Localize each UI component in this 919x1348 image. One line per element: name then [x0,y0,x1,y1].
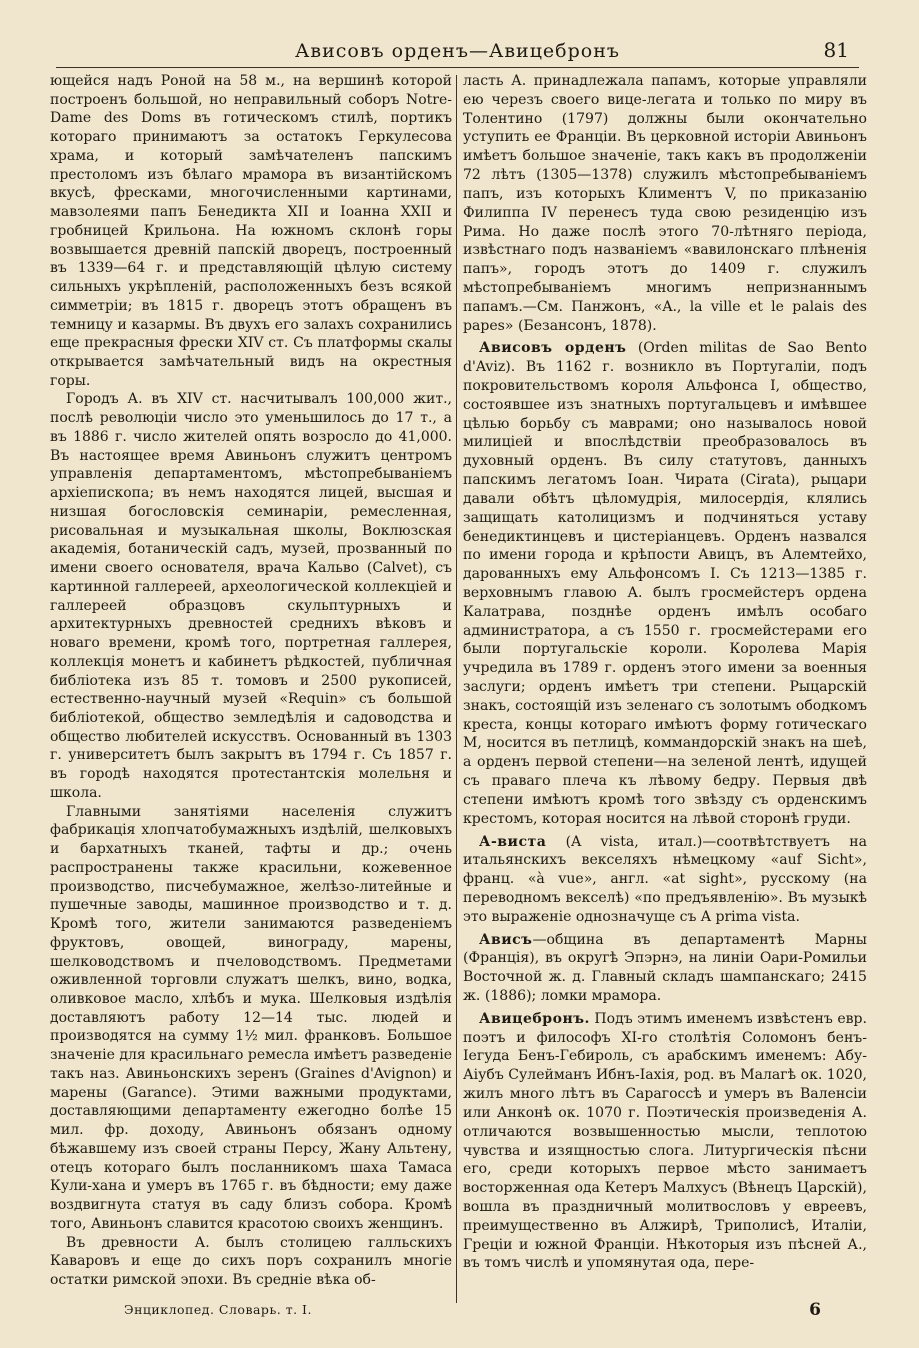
entry-text: (Orden militas de Sao Bento d'Aviz). Въ 1162 г. возникло въ Португаліи, подъ покровительствомъ короля Альфонса I, общество, состоявшее изъ знатныхъ португальцевъ и имѣвшее цѣлью борьбу съ маврами; оно называлось новой милиціей и впослѣдствіи преобразовалось въ духовный орденъ. Въ силу статутовъ, данныхъ папскимъ легатомъ Іоан. Чирата (Cirata), рыцари давали обѣтъ цѣломудрія, милосердія, клялись защищать католицизмъ и подчиняться уставу бенедиктинцевъ и цистеріанцевъ. Орденъ назвался по имени города и крѣпости Авицъ, въ Алемтейхо, дарованныхъ ему Альфонсомъ I. Съ 1213—1385 г. верховнымъ главою А. былъ гросмейстеръ ордена Калатрава, позднѣе орденъ имѣлъ особаго администратора, а съ 1550 г. гросмейстерами его были португальскіе короли. Королева Марія учредила въ 1789 г. орденъ этого имени за военныя заслуги; орденъ имѣетъ три степени. Рыцарскій знакъ, состоящій изъ зеленаго съ золотымъ ободкомъ креста, концы котораго имѣютъ форму готическаго М, носится въ петлицѣ, коммандорскій знакъ на шеѣ, а орденъ первой степени—на зеленой лентѣ, идущей съ праваго плеча къ лѣвому бедру. Первыя двѣ степени имѣютъ кромѣ того звѣзду съ орденскимъ крестомъ, которая носится на лѣвой сторонѣ груди. [463,340,867,827]
left-column [50,72,452,1298]
entry-title: Ависъ [479,931,533,948]
right-column [463,72,867,1298]
entry-text: Подъ этимъ именемъ извѣстенъ евр. поэтъ и философъ XI-го столѣтія Соломонъ бенъ-Іегуда Бенъ-Гебироль, съ арабскимъ именемъ: Абу-Аіубъ Сулейманъ Ибнъ-Іахія, род. въ Малагѣ ок. 1020, жилъ много лѣтъ въ Сарагоссѣ и умеръ въ Валенсіи или Анконѣ ок. 1070 г. Поэтическія произведенія А. отличаются возвышенностью мысли, теплотою чувства и изящностью слога. Литургическія пѣсни его, среди которыхъ первое мѣсто занимаетъ восторженная ода Кетеръ Малхусъ (Вѣнецъ Царскій), вошла въ праздничный молитвословъ у евреевъ, преимущественно въ Алжирѣ, Триполисѣ, Италіи, Греціи и южной Франціи. Нѣкоторыя изъ пѣсней А., въ томъ числѣ и упомянутая ода, пере- [463,1010,867,1272]
paragraph-avignon-continuation: ласть А. принадлежала папамъ, которые управляли ею черезъ своего вице-легата и только по миру въ Толентино (1797) должны были окончательно уступить ее Франціи. Въ церковной исторіи Авиньонъ имѣетъ большое значеніе, такъ какъ въ продолженіи 72 лѣтъ (1305—1378) служилъ мѣстопребываніемъ папъ, изъ которыхъ Климентъ V, по приказанію Филиппа IV перенесъ туда свою резиденцію изъ Рима. Но даже послѣ этого 70-лѣтняго періода, извѣстнаго подъ названіемъ «вавилонскаго плѣненія папъ», городъ этотъ до 1409 г. служилъ мѣстопребываніемъ многимъ непризнаннымъ папамъ.—См. Панжонъ, «A., la ville et le palais des papes» (Безансонъ, 1878). [463,73,867,334]
entry-title: Авицебронъ. [479,1010,590,1027]
paragraph-avignon-history: Въ древности А. былъ столицею галльскихъ Каваровъ и еще до сихъ поръ сохранилъ многіе остатки римской эпохи. Въ средніе вѣка об- [50,1234,452,1288]
header-rule [56,67,859,68]
entry-text: (A vista, итал.)—соотвѣтствуетъ на итальянскихъ векселяхъ нѣмецкому «auf Sicht», франц. «à vue», англ. «at sight», русскому (на переводномъ векселѣ) «по предъявленію». Въ музыкѣ это выраженіе однозначуще съ A prima vista. [463,833,867,925]
sheet-number: 6 [809,1300,821,1320]
footer-signature: Энциклопед. Словарь. т. I. [124,1302,312,1317]
paragraph-avignon-city: Городъ А. въ XIV ст. насчитывалъ 100,000 жит., послѣ революціи число это уменьшилось до 17 т., а въ 1886 г. число жителей опять возросло до 41,000. Въ настоящее время Авиньонъ служитъ центромъ управленія департаментомъ, мѣстопребываніемъ архіепископа; въ немъ находятся лицей, высшая и низшая богословскія семинаріи, ремесленная, рисовальная и музыкальная школы, Воклюзская академія, ботаническій садъ, музей, прозванный по имени своего основателя, врача Кальво (Calvet), съ картинной галлереей, археологической коллекціей и галлереей образцовъ скульптурныхъ и архитектурныхъ древностей среднихъ вѣковъ и новаго времени, кромѣ того, портретная галлерея, коллекція монетъ и кабинетъ рѣдкостей, публичная библіотека изъ 85 т. томовъ и 2500 рукописей, естественно-научный музей «Requin» съ большой библіотекой, общество земледѣлія и садоводства и общество любителей искусствъ. Основанный въ 1303 г. университетъ былъ закрытъ въ 1794 г. Съ 1857 г. въ городѣ находятся протестантскія молельня и школа. [50,391,452,801]
entry-avicebron [463,1010,867,1273]
page-footer [56,1300,859,1324]
entry-a-vista [463,833,867,927]
running-title: Ависовъ орденъ—Авицебронъ [295,40,620,62]
paragraph-avignon-industry: Главными занятіями населенія служитъ фабрикація хлопчатобумажныхъ издѣлій, шелковыхъ и бархатныхъ тканей, тафты и др.; очень распространены также красильни, кожевенное производство, писчебумажное, желѣзо-литейные и пушечные заводы, машинное производство и т. д. Кромѣ того, жители занимаются разведеніемъ фруктовъ, овощей, винограду, марены, шелководствомъ и пчеловодствомъ. Предметами оживленной торговли служатъ шелкъ, вино, водка, оливковое масло, хлѣбъ и мука. Шелковыя издѣлія доставляютъ работу 12—14 тыс. людей и производятся на сумму 1½ мил. франковъ. Большое значеніе для красильнаго ремесла имѣетъ разведеніе такъ наз. Авиньонскихъ зеренъ (Graines d'Avignon) и марены (Garance). Этими важными продуктами, доставляющими департаменту ежегодно болѣе 15 мил. фр. доходу, Авиньонъ обязанъ одному бѣжавшему изъ своей страны Персу, Жану Альтену, отецъ котораго былъ посланникомъ шаха Тамаса Кули-хана и умеръ въ 1765 г. въ бѣдности; ему даже воздвигнута статуя въ саду близъ собора. Кромѣ того, Авиньонъ славится красотою своихъ женщинъ. [50,803,452,1232]
page-number: 81 [823,38,849,62]
entry-title: Ависовъ орденъ [479,340,627,357]
entry-aviz-order [463,339,867,828]
paragraph-avignon-cathedral: ющейся надъ Роной на 58 м., на вершинѣ которой построенъ большой, но неправильный соборъ Notre-Dame des Doms въ готическомъ стилѣ, портикъ котораго принимаютъ за остатокъ Геркулесова храма, и который замѣчателенъ папскимъ престоломъ изъ бѣлаго мрамора въ византійскомъ вкусѣ, фресками, многочисленными картинами, мавзолеями папъ Бенедикта XII и Іоанна XXII и гробницей Крильона. На южномъ склонѣ горы возвышается древній папскій дворецъ, построенный въ 1339—64 г. и представляющій цѣлую систему сильныхъ укрѣпленій, расположенныхъ безъ всякой симметріи; въ 1815 г. дворецъ этотъ обращенъ въ темницу и казармы. Въ двухъ его залахъ сохранились еще прекрасныя фрески XIV ст. Съ платформы скалы открывается замѣчательный видъ на окрестныя горы. [50,73,452,389]
entry-text: —община въ департаментѣ Марны (Франція), въ округѣ Эпэрнэ, на линіи Оари-Ромильи Восточной ж. д. Главный складъ шампанскаго; 2415 ж. (1886); ломки мрамора. [463,931,867,1004]
column-rule [456,75,457,1303]
entry-avize [463,931,867,1006]
running-header [56,36,859,66]
entry-title: А-виста [479,833,547,850]
